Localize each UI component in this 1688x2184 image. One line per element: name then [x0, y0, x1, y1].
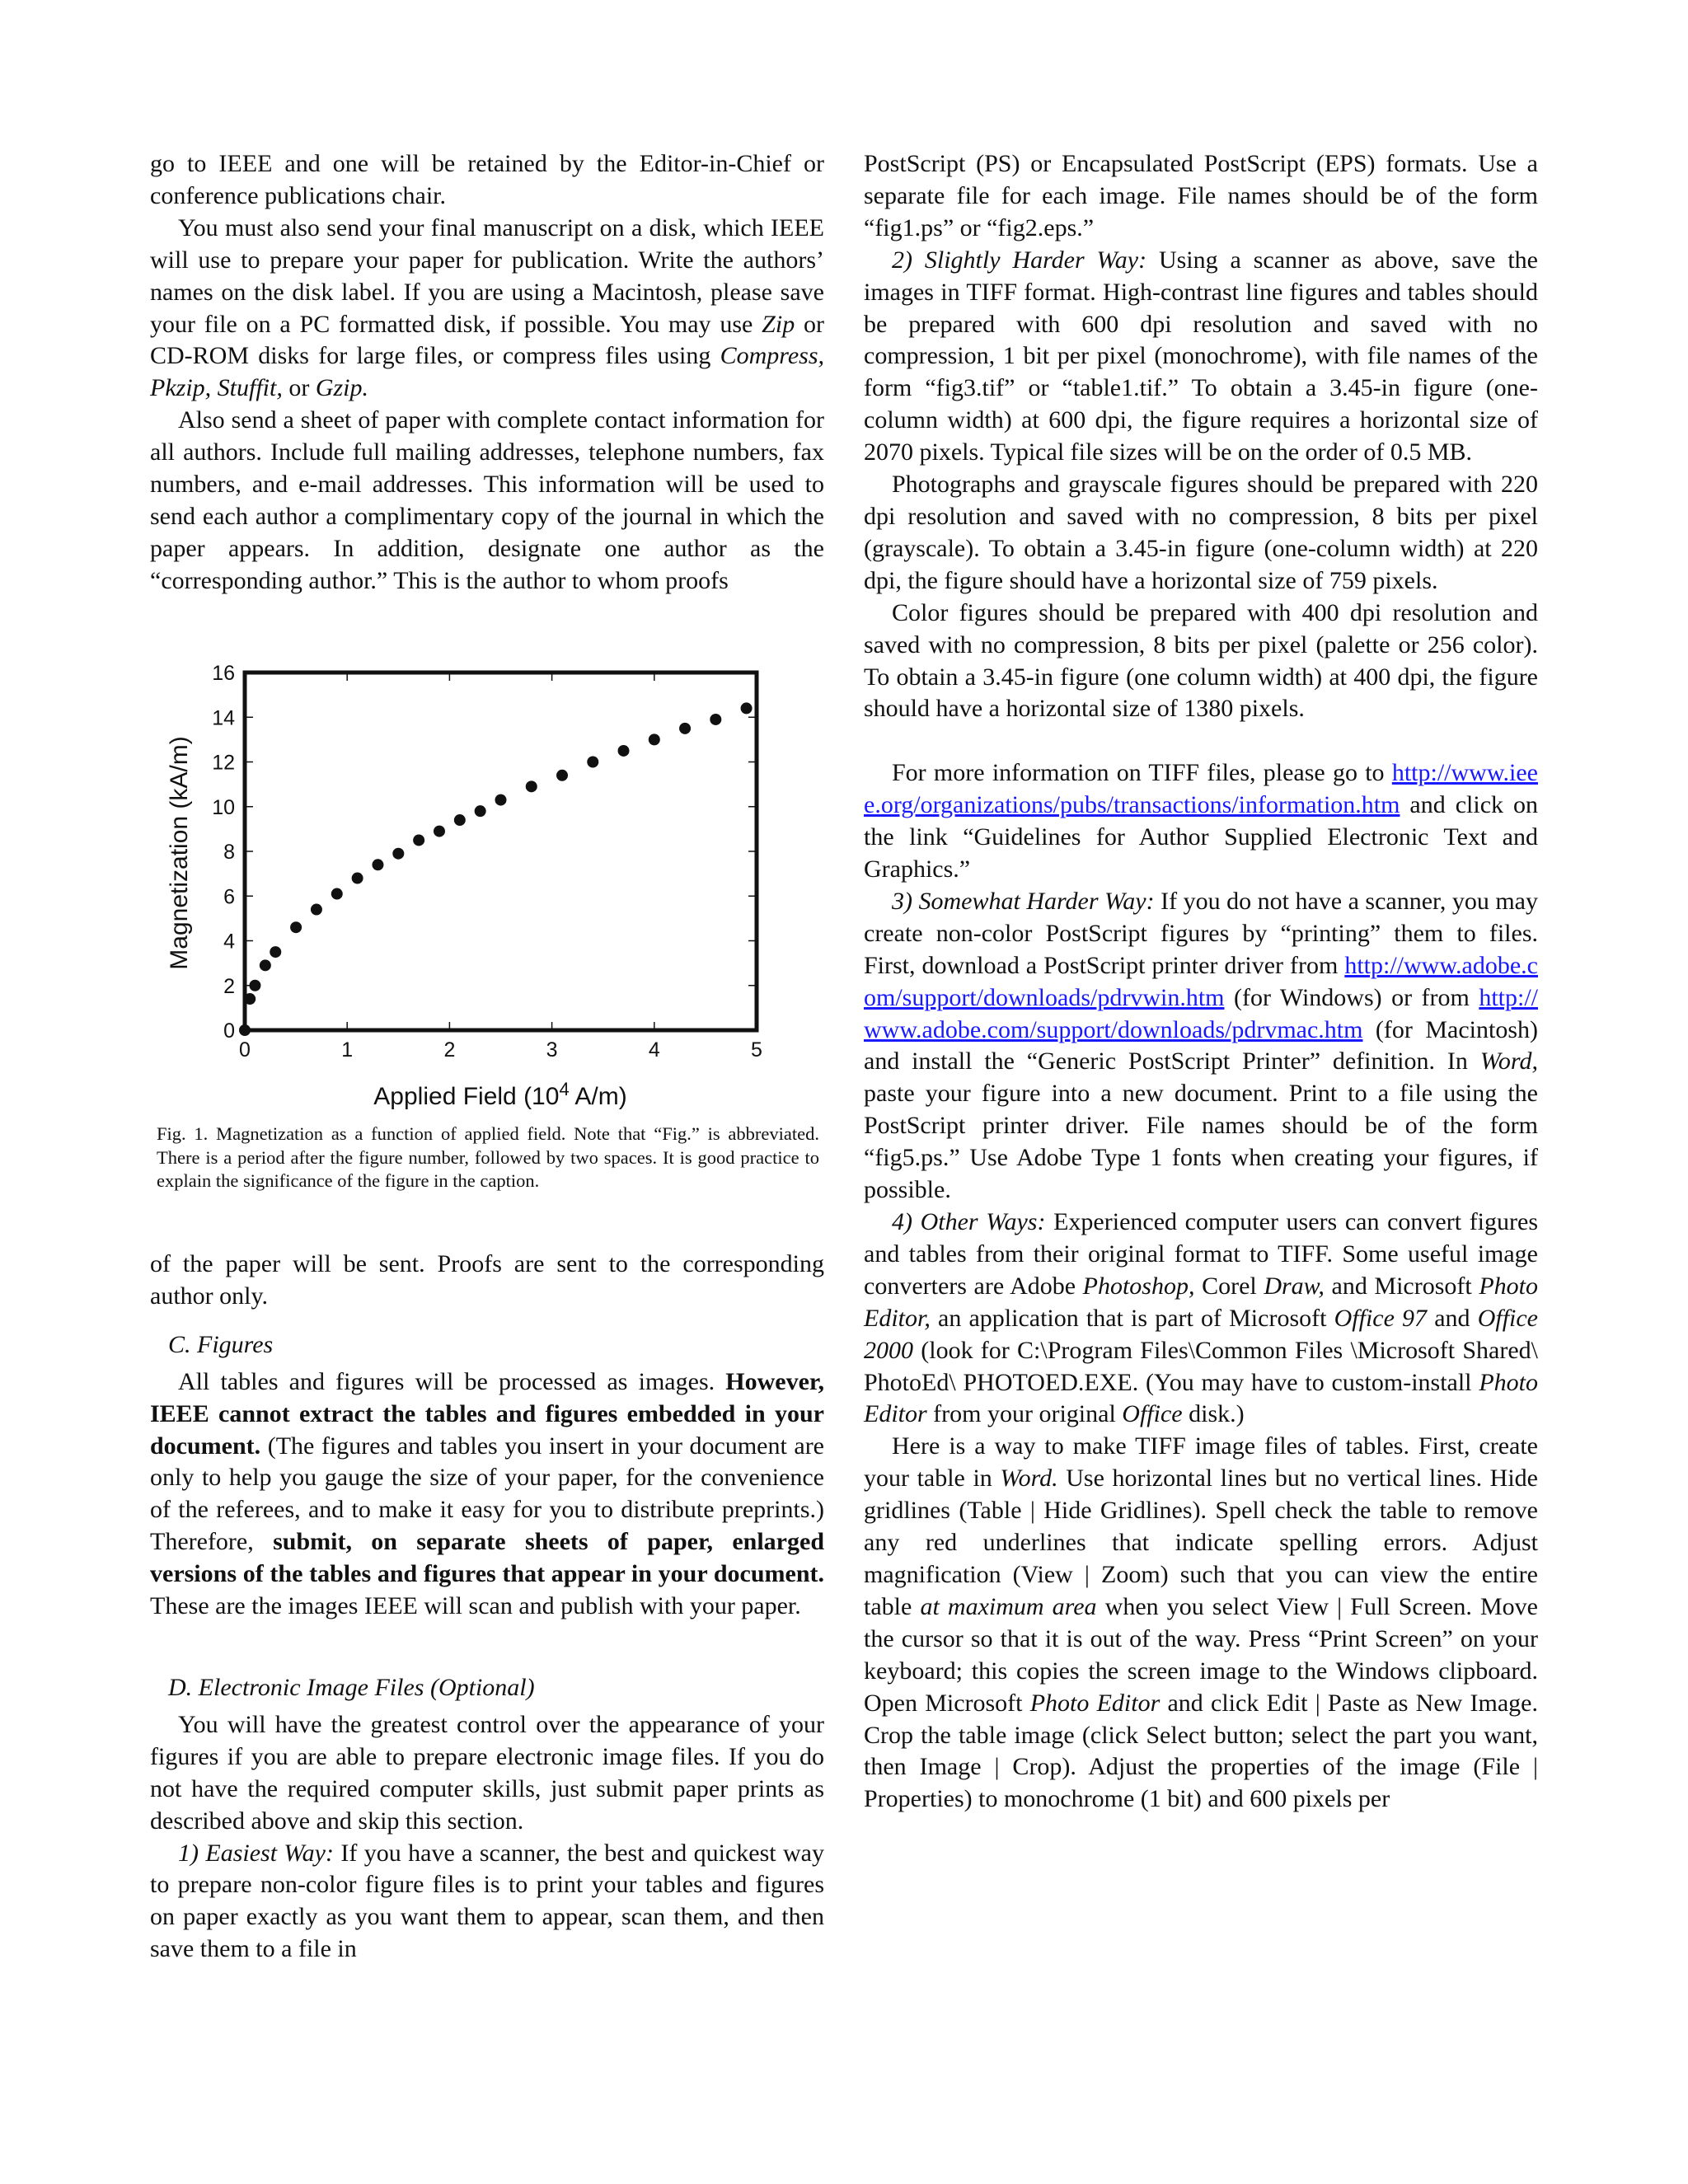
- text-run: These are the images IEEE will scan and publish with your paper.: [150, 1592, 801, 1620]
- data-point: [587, 757, 598, 768]
- data-point: [413, 834, 424, 846]
- data-point: [475, 805, 486, 817]
- text-run: from your original: [926, 1400, 1123, 1428]
- left-column-top: [150, 148, 824, 598]
- y-tick-label: 10: [212, 795, 235, 819]
- text-run: or: [282, 374, 316, 402]
- y-tick-label: 6: [223, 885, 235, 909]
- italic-text: Photo Editor: [864, 1368, 1538, 1428]
- text-run: If you do not have a scanner, you may create non-color PostScript figures by “printing” them to files. First, download a PostScript printer driver from: [864, 887, 1539, 979]
- italic-text: Photoshop,: [1082, 1272, 1195, 1300]
- text-run: and Microsoft: [1324, 1272, 1479, 1300]
- text-run: when you select View | Full Screen. Move the cursor so that it is out of the way. Press “Print Screen” on your keyboard; this copies the screen image to the Windows clipboard. Open Microsoft: [864, 1592, 1538, 1717]
- section-heading: D. Electronic Image Files (Optional): [168, 1673, 535, 1701]
- x-tick-label: 0: [239, 1038, 251, 1062]
- text-run: PostScript (PS) or Encapsulated PostScript (EPS) formats. Use a separate file for each image. File names should be of the form “fig1.ps” or “fig2.eps.”: [864, 150, 1538, 241]
- data-point: [710, 714, 721, 725]
- italic-text: Office: [1122, 1400, 1183, 1428]
- text-run: and click on the link “Guidelines for Author Supplied Electronic Text and Graphics.”: [864, 791, 1538, 883]
- figure-caption: Fig. 1. Magnetization as a function of applied field. Note that “Fig.” is abbreviated. There is a period after the figure number, followed by two spaces. It is good practice to explain the significance of the figure in the caption.: [157, 1123, 819, 1191]
- italic-text: Compress, Pkzip, Stuffit,: [150, 342, 824, 402]
- bold-text: However, IEEE cannot extract the tables and figures embedded in your document.: [150, 1367, 824, 1460]
- y-tick-label: 14: [212, 706, 235, 730]
- paragraph: [150, 213, 824, 405]
- bold-text: submit, on separate sheets of paper, enlarged versions of the tables and figures that appear in your document.: [150, 1528, 824, 1588]
- y-tick-label: 4: [223, 930, 235, 954]
- text-run: Use horizontal lines but no vertical lines. Hide gridlines (Table | Hide Gridlines). Spell check the table to remove any red underlines that indicate spelling errors. Adjust magnification (View | Zoom) such that you can view the entire table: [864, 1465, 1538, 1620]
- text-run: and: [1427, 1304, 1478, 1332]
- chart-xlabel: [373, 1079, 626, 1110]
- text-run: paste your figure into a new document. Print to a file using the PostScript printer driver. File names should be of the form “fig5.ps.” Use Adobe Type 1 fonts when creating your figures, if possible.: [864, 1080, 1538, 1204]
- paragraph: [864, 757, 1538, 886]
- italic-text: Office 97: [1334, 1304, 1428, 1332]
- text-run: All tables and figures will be processed as images.: [178, 1367, 726, 1395]
- text-run: an application that is part of Microsoft: [930, 1304, 1334, 1332]
- data-point: [244, 993, 256, 1005]
- paragraph: [864, 1431, 1538, 1816]
- data-point: [649, 733, 660, 745]
- x-tick-label: 2: [443, 1038, 456, 1062]
- paragraph: [864, 148, 1538, 245]
- data-point: [372, 859, 383, 870]
- left-column-bottom: [150, 1249, 824, 1966]
- chart-xlabel-sup: 4: [559, 1079, 570, 1099]
- text-run: of the paper will be sent. Proofs are sent to the corresponding author only.: [150, 1250, 824, 1310]
- text-run: disk.): [1182, 1400, 1245, 1428]
- text-run: go to IEEE and one will be retained by the Editor-in-Chief or conference publications chair.: [150, 150, 824, 209]
- text-run: or CD-ROM disks for large files, or compress files using: [150, 310, 825, 370]
- paragraph: [864, 245, 1538, 469]
- text-run: Experienced computer users can convert figures and tables from their original format to TIFF. Some useful image converters are Adobe: [864, 1208, 1538, 1300]
- x-tick-label: 1: [341, 1038, 354, 1062]
- italic-text: 2) Slightly Harder Way:: [892, 246, 1147, 274]
- paragraph: [864, 598, 1538, 726]
- italic-text: Draw,: [1264, 1272, 1325, 1300]
- data-point: [679, 723, 691, 734]
- italic-text: Office 2000: [864, 1304, 1538, 1364]
- y-tick-label: 12: [212, 751, 235, 775]
- text-run: and click Edit | Paste as New Image. Crop the table image (click Select button; select the part you want, then Image | Crop). Adjust the properties of the image (File | Properties) to monochrome (1 bit) and 600 pixels per: [864, 1689, 1538, 1813]
- data-point: [618, 745, 630, 757]
- x-tick-label: 3: [546, 1038, 558, 1062]
- chart-axes: [212, 662, 762, 1062]
- italic-text: Gzip.: [315, 374, 369, 402]
- data-point: [392, 848, 404, 860]
- data-point: [454, 814, 466, 826]
- text-run: Also send a sheet of paper with complete contact information for all authors. Include full mailing addresses, telephone numbers, fax numbers, and e-mail addresses. This information will be used to send each author a complimentary copy of the journal in which the paper appears. In addition, designate one author as the “corresponding author.” This is the author to whom proofs: [150, 406, 824, 594]
- url-link[interactable]: http://www.adobe.com/support/downloads/pdrvwin.htm: [864, 951, 1538, 1011]
- paragraph: [150, 1838, 824, 1966]
- y-tick-label: 0: [223, 1019, 235, 1043]
- section-heading: C. Figures: [168, 1330, 274, 1358]
- italic-text: Photo Editor: [1029, 1689, 1160, 1717]
- chart-ylabel: Magnetization (kA/m): [166, 736, 193, 970]
- data-point: [434, 826, 445, 837]
- italic-text: 3) Somewhat Harder Way:: [892, 887, 1155, 915]
- paragraph: [150, 1366, 824, 1623]
- data-point: [290, 921, 302, 933]
- data-point: [352, 873, 363, 884]
- data-point: [556, 770, 568, 781]
- data-point: [239, 1024, 251, 1036]
- y-tick-label: 8: [223, 841, 235, 864]
- x-tick-label: 5: [751, 1038, 762, 1062]
- italic-text: Word.: [1000, 1465, 1058, 1493]
- text-run: You must also send your final manuscript on a disk, which IEEE will use to prepare your paper for publication. Write the authors’ names on the disk label. If you are using a Macintosh, please save your file on a PC formatted disk, if possible. You may use: [150, 213, 824, 338]
- text-run: (look for C:\Program Files\Common Files \Microsoft Shared\ PhotoEd\ PHOTOED.EXE. (You may have to custom-install: [864, 1336, 1538, 1396]
- data-point: [270, 946, 281, 958]
- text-run: Color figures should be prepared with 400 dpi resolution and saved with no compression, 8 bits per pixel (palette or 256 color). To obtain a 3.45-in figure (one column width) at 400 dpi, the figure should have a horizontal size of 1380 pixels.: [864, 598, 1538, 723]
- figure-1-chart: [150, 651, 834, 1129]
- y-tick-label: 2: [223, 974, 235, 998]
- data-point: [260, 959, 271, 971]
- paragraph: [150, 1709, 824, 1838]
- italic-text: 4) Other Ways:: [892, 1208, 1046, 1235]
- text-run: (for Windows) or from: [1224, 983, 1479, 1011]
- text-run: Here is a way to make TIFF image files of tables. First, create your table in: [864, 1432, 1538, 1493]
- data-point: [311, 904, 322, 916]
- paragraph: [150, 148, 824, 213]
- paragraph: [150, 1249, 824, 1313]
- data-point: [331, 888, 343, 900]
- paragraph: [864, 469, 1538, 598]
- data-point: [526, 780, 537, 792]
- right-column: [864, 148, 1538, 1816]
- data-point: [741, 702, 753, 714]
- text-run: (for Macintosh) and install the “Generic PostScript Printer” definition. In: [864, 1015, 1538, 1076]
- text-run: Photographs and grayscale figures should be prepared with 220 dpi resolution and saved with no compression, 8 bits per pixel (grayscale). To obtain a 3.45-in figure (one-column width) at 220 dpi, the figure should have a horizontal size of 759 pixels.: [864, 471, 1538, 594]
- chart-xlabel-text: Applied Field (10: [373, 1083, 560, 1110]
- x-tick-label: 4: [648, 1038, 660, 1062]
- text-run: Using a scanner as above, save the images in TIFF format. High-contrast line figures and tables should be prepared with 600 dpi resolution and saved with no compression, 1 bit per pixel (monochrome), with file names of the form “fig3.tif” or “table1.tif.” To obtain a 3.45-in figure (one-column width) at 600 dpi, the figure requires a horizontal size of 2070 pixels. Typical file sizes will be on the order of 0.5 MB.: [864, 246, 1538, 466]
- data-point: [249, 980, 260, 991]
- text-run: Corel: [1194, 1272, 1264, 1300]
- chart-xlabel-suffix: A/m): [569, 1083, 627, 1110]
- italic-text: Zip: [762, 310, 795, 338]
- url-link[interactable]: http://www.ieee.org/organizations/pubs/transactions/information.htm: [864, 759, 1538, 819]
- text-run: (The figures and tables you insert in your document are only to help you gauge the size of your paper, for the convenience of the referees, and to make it easy for you to distribute preprints.) Therefore,: [150, 1432, 824, 1556]
- y-tick-label: 16: [212, 662, 235, 685]
- italic-text: Photo Editor,: [864, 1272, 1538, 1332]
- paragraph: [150, 405, 824, 597]
- text-run: You will have the greatest control over the appearance of your figures if you are able to prepare electronic image files. If you do not have the required computer skills, just submit paper prints as described above and skip this section.: [150, 1710, 824, 1835]
- paragraph: [864, 886, 1538, 1207]
- italic-text: at maximum area: [920, 1592, 1097, 1620]
- url-link[interactable]: http://www.adobe.com/support/downloads/pdrvmac.htm: [864, 983, 1538, 1043]
- text-run: If you have a scanner, the best and quickest way to prepare non-color figure files is to print your tables and figures on paper exactly as you want them to appear, scan them, and then save them to a file in: [150, 1839, 824, 1963]
- italic-text: Word,: [1479, 1047, 1538, 1076]
- data-point: [495, 794, 507, 806]
- paragraph: [864, 1207, 1538, 1431]
- italic-text: 1) Easiest Way:: [178, 1839, 334, 1867]
- text-run: For more information on TIFF files, please go to: [892, 759, 1392, 787]
